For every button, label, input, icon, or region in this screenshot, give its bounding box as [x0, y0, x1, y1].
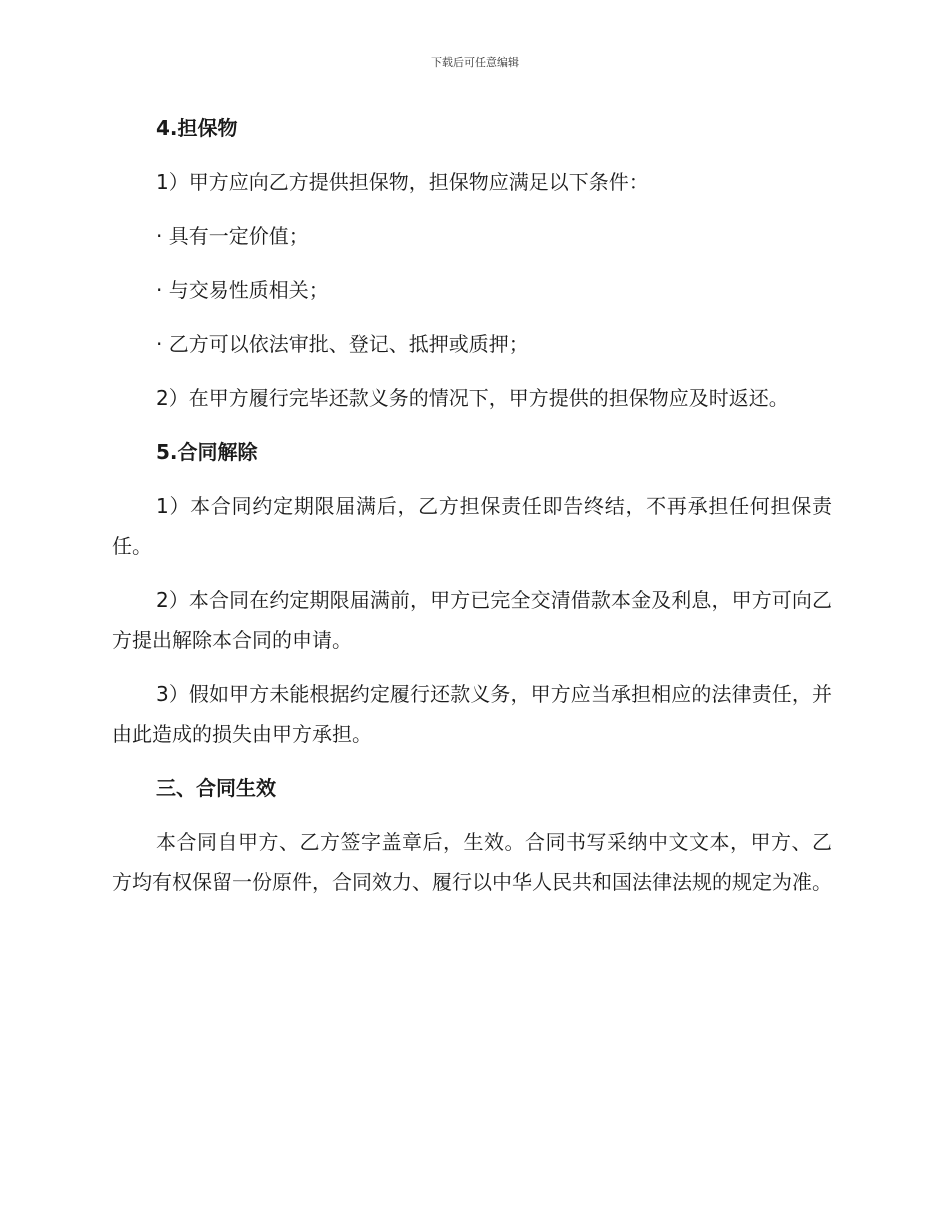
section-5-heading: 5.合同解除: [156, 440, 258, 464]
section-4-bullet-1: · 具有一定价值；: [156, 224, 309, 248]
section-4-heading: 4.担保物: [156, 116, 238, 140]
section-3-paragraph-1: 本合同自甲方、乙方签字盖章后，生效。合同书写采纳中文文本，甲方、乙方均有权保留一份原件，合同效力、履行以中华人民共和国法律法规的规定为准。: [112, 830, 832, 894]
section-5-paragraph-1: 1）本合同约定期限届满后，乙方担保责任即告终结，不再承担任何担保责任。: [112, 494, 832, 558]
section-4-bullet-2: · 与交易性质相关；: [156, 278, 329, 302]
page-header: 下载后可任意编辑: [431, 56, 519, 69]
section-5-paragraph-2: 2）本合同在约定期限届满前，甲方已完全交清借款本金及利息，甲方可向乙方提出解除本合同的申请。: [112, 588, 832, 652]
section-3-heading: 三、合同生效: [156, 776, 276, 800]
section-4-bullet-3: · 乙方可以依法审批、登记、抵押或质押；: [156, 332, 529, 356]
section-5-paragraph-3: 3）假如甲方未能根据约定履行还款义务，甲方应当承担相应的法律责任，并由此造成的损失由甲方承担。: [112, 682, 832, 746]
section-4-paragraph-2: 2）在甲方履行完毕还款义务的情况下，甲方提供的担保物应及时返还。: [156, 386, 789, 410]
section-4-paragraph-1: 1）甲方应向乙方提供担保物，担保物应满足以下条件：: [156, 170, 649, 194]
document-body: [112, 108, 832, 916]
